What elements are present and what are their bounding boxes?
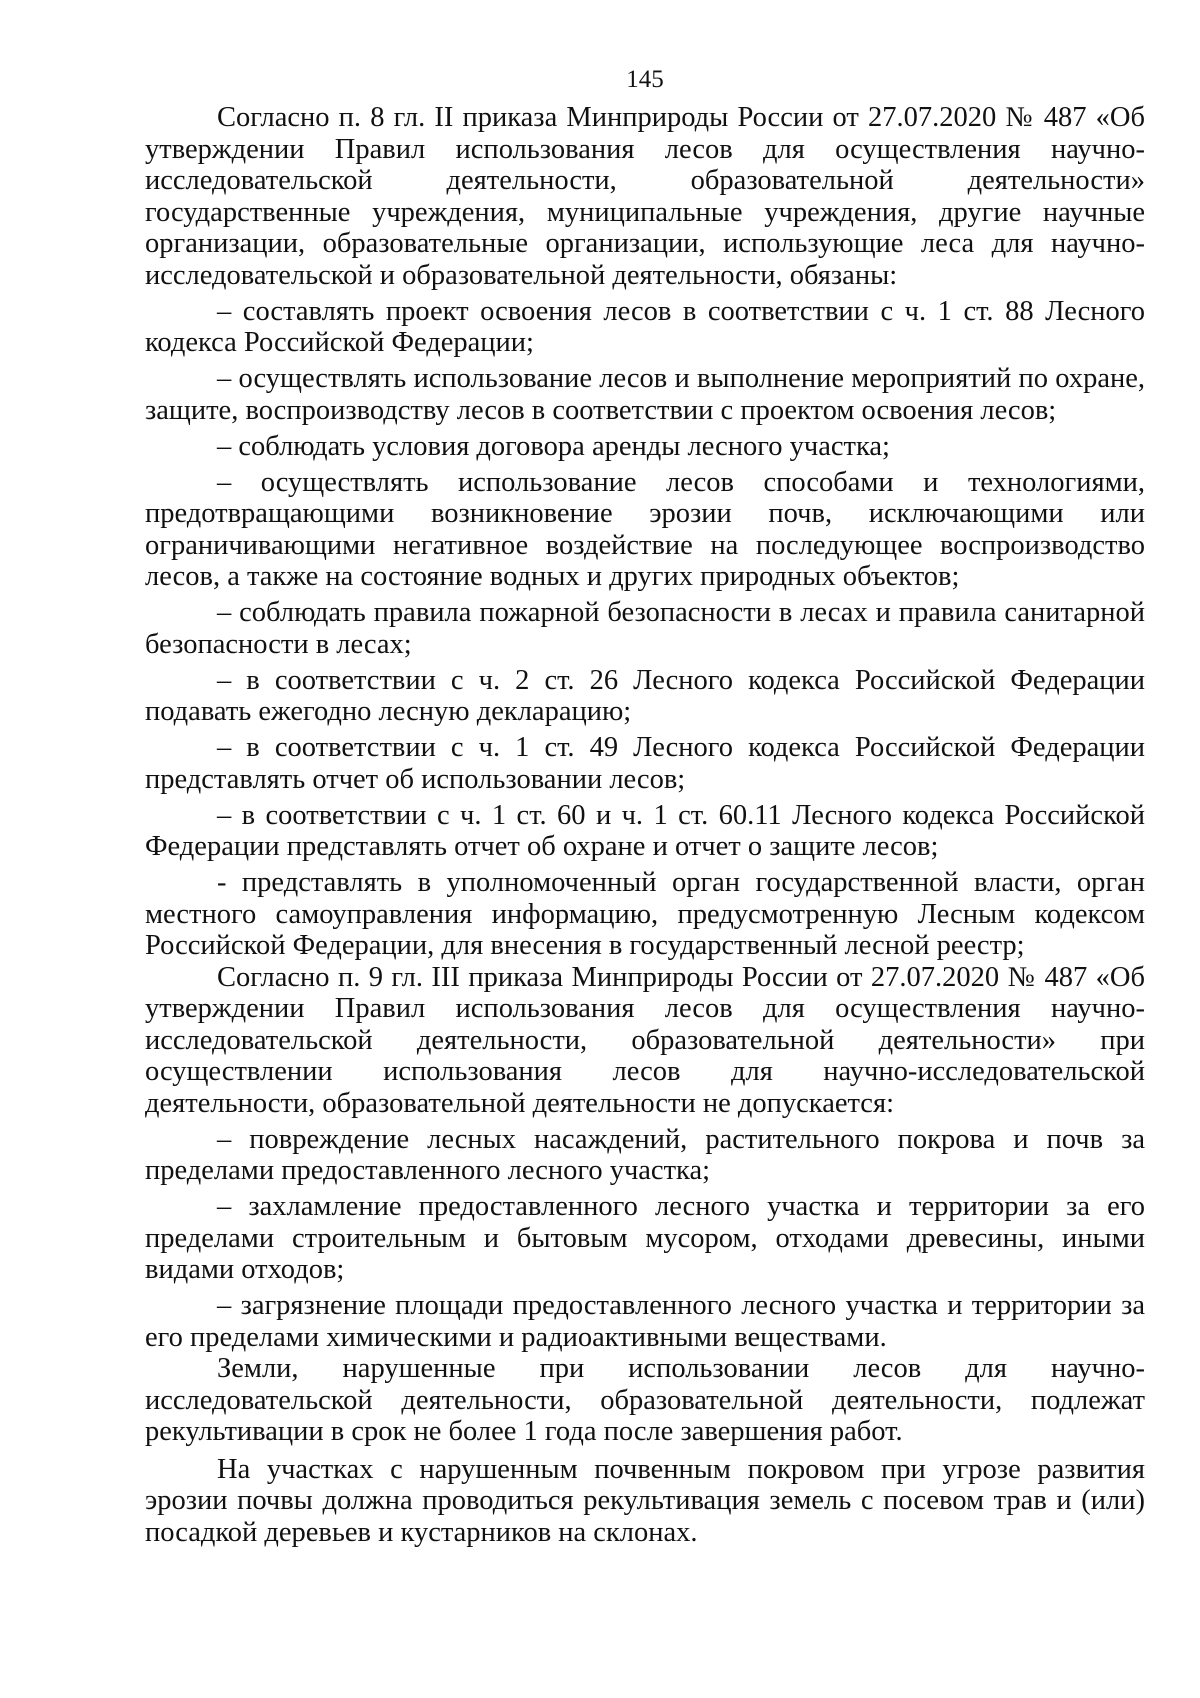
paragraph-reclamation-erosion: На участках с нарушенным почвенным покровом при угрозе развития эрозии почвы должна проводиться рекультивация земель с посевом трав и (или) посадкой деревьев и кустарников на склонах. [145,1453,1145,1548]
page-number: 145 [626,66,664,93]
list-item: – составлять проект освоения лесов в соответствии с ч. 1 ст. 88 Лесного кодекса Российской Федерации; [145,295,1145,358]
list-item: – загрязнение площади предоставленного лесного участка и территории за его пределами химическими и радиоактивными веществами. [145,1290,1145,1353]
list-item: – захламление предоставленного лесного участка и территории за его пределами строительным и бытовым мусором, отходами древесины, иными видами отходов; [145,1191,1145,1285]
list-item: – в соответствии с ч. 2 ст. 26 Лесного кодекса Российской Федерации подавать ежегодно лесную декларацию; [145,664,1145,727]
list-item: – в соответствии с ч. 1 ст. 49 Лесного кодекса Российской Федерации представлять отчет об использовании лесов; [145,732,1145,795]
list-item: – осуществлять использование лесов и выполнение мероприятий по охране, защите, воспроизводству лесов в соответствии с проектом освоения лесов; [145,363,1145,426]
list-item: – в соответствии с ч. 1 ст. 60 и ч. 1 ст. 60.11 Лесного кодекса Российской Федерации представлять отчет об охране и отчет о защите лесов; [145,799,1145,862]
paragraph-intro-item-9: Согласно п. 9 гл. III приказа Минприроды России от 27.07.2020 № 487 «Об утверждении Правил использования лесов для осуществления научно-исследовательской деятельности, образовательной деятельности» при осуществлении использования лесов для научно-исследовательской деятельности, образовательной деятельности не допускается: [145,961,1145,1119]
paragraph-intro-item-8: Согласно п. 8 гл. II приказа Минприроды России от 27.07.2020 № 487 «Об утверждении Правил использования лесов для осуществления научно-исследовательской деятельности, образовательной деятельности» государственные учреждения, муниципальные учреждения, другие научные организации, образовательные организации, использующие леса для научно-исследовательской и образовательной деятельности, обязаны: [145,102,1145,291]
document-page [145,64,1145,1548]
list-item: – повреждение лесных насаждений, растительного покрова и почв за пределами предоставленного лесного участка; [145,1123,1145,1186]
paragraph-reclamation-term: Земли, нарушенные при использовании лесов для научно-исследовательской деятельности, образовательной деятельности, подлежат рекультивации в срок не более 1 года после завершения работ. [145,1353,1145,1447]
list-item: - представлять в уполномоченный орган государственной власти, орган местного самоуправления информацию, предусмотренную Лесным кодексом Российской Федерации, для внесения в государственный лесной реестр; [145,867,1145,961]
list-item: – осуществлять использование лесов способами и технологиями, предотвращающими возникновение эрозии почв, исключающими или ограничивающими негативное воздействие на последующее воспроизводство лесов, а также на состояние водных и других природных объектов; [145,466,1145,592]
list-item: – соблюдать условия договора аренды лесного участка; [217,430,890,462]
list-item: – соблюдать правила пожарной безопасности в лесах и правила санитарной безопасности в лесах; [145,597,1145,660]
